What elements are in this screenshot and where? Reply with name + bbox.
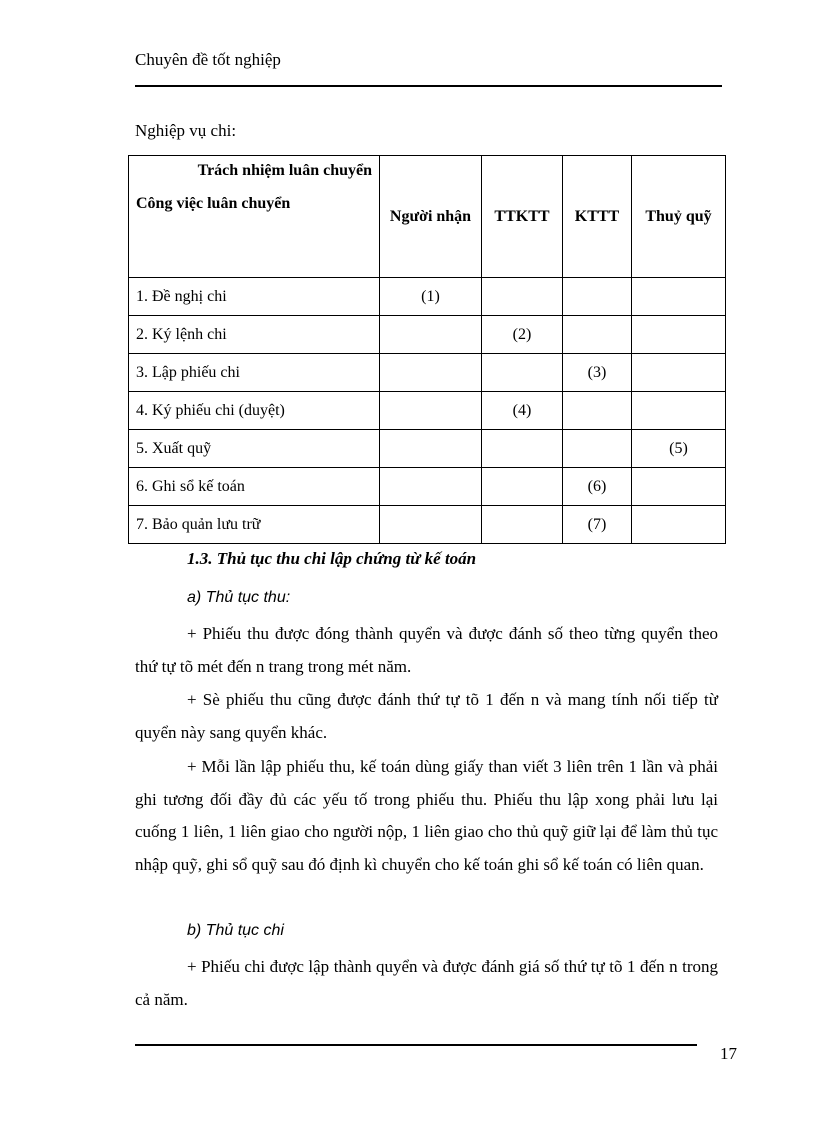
subheading-b: b) Thủ tục chi [187,922,284,939]
paragraph: + Sè phiếu thu cũng được đánh thứ tự tõ 1 đến n và mang tính nối tiếp từ quyển này sang quyển khác. [135,690,718,742]
table-cell [380,430,482,468]
table-row [129,468,726,506]
row-label: 1. Đề nghị chi [129,278,380,316]
table-cell [563,392,632,430]
table-cell: (3) [563,354,632,392]
table-cell: (5) [632,430,726,468]
section-heading: 1.3. Thủ tục thu chi lập chứng từ kế toán [187,549,477,568]
row-label: 4. Ký phiếu chi (duyệt) [129,392,380,430]
header-divider [135,85,722,87]
table-cell [563,316,632,354]
row-label: 7. Bảo quản lưu trữ [129,506,380,544]
table-cell [380,468,482,506]
subheading-a: a) Thủ tục thu: [187,589,291,606]
paragraph: + Phiếu chi được lập thành quyển và được đánh giá số thứ tự tõ 1 đến n trong cả năm. [135,957,718,1009]
table-row [129,354,726,392]
page-number: 17 [720,1044,737,1063]
document-flow-table [128,155,726,544]
row-label: 3. Lập phiếu chi [129,354,380,392]
table-cell [380,506,482,544]
table-cell [482,278,563,316]
table-row [129,392,726,430]
table-cell: (7) [563,506,632,544]
table-cell [482,506,563,544]
table-cell [632,316,726,354]
intro-label: Nghiệp vụ chi: [135,121,237,140]
table-cell [632,392,726,430]
row-label: 6. Ghi sổ kế toán [129,468,380,506]
table-cell [632,278,726,316]
table-cell [380,354,482,392]
table-cell: (1) [380,278,482,316]
table-cell: (2) [482,316,563,354]
table-row [129,316,726,354]
row-label: 2. Ký lệnh chi [129,316,380,354]
table-cell [380,392,482,430]
column-header: KTTT [563,156,632,278]
row-label: 5. Xuất quỹ [129,430,380,468]
table-cell [482,354,563,392]
corner-top-label: Trách nhiệm luân chuyển [197,162,372,179]
table-cell [563,430,632,468]
table-cell [482,468,563,506]
table-cell: (4) [482,392,563,430]
table-cell [632,354,726,392]
table-cell [482,430,563,468]
column-header: TTKTT [482,156,563,278]
table-row [129,278,726,316]
corner-bottom-label: Công việc luân chuyển [136,195,291,212]
table-cell [632,506,726,544]
table-cell [380,316,482,354]
table-row [129,506,726,544]
table-cell [632,468,726,506]
page-header-title: Chuyên đề tốt nghiệp [135,50,281,69]
table-row [129,430,726,468]
column-header: Người nhận [380,156,482,278]
table-cell [563,278,632,316]
column-header: Thuỷ quỹ [632,156,726,278]
footer-divider [135,1044,697,1046]
paragraph: + Mỗi lần lập phiếu thu, kế toán dùng giấy than viết 3 liên trên 1 lần và phải ghi tương đối đầy đủ các yếu tố trong phiếu thu. Phiếu thu lập xong phải lưu lại cuống 1 liên, 1 liên giao cho người nộp, 1 liên giao cho thủ quỹ giữ lại để làm thủ tục nhập quỹ, ghi sổ quỹ sau đó định kì chuyển cho kế toán ghi sổ kế toán có liên quan. [135,757,718,874]
table-cell: (6) [563,468,632,506]
paragraph: + Phiếu thu được đóng thành quyển và được đánh số theo từng quyển theo thứ tự tõ mét đến n trang trong mét năm. [135,624,718,676]
table-corner-header [129,156,380,278]
table-header-row [129,156,726,278]
